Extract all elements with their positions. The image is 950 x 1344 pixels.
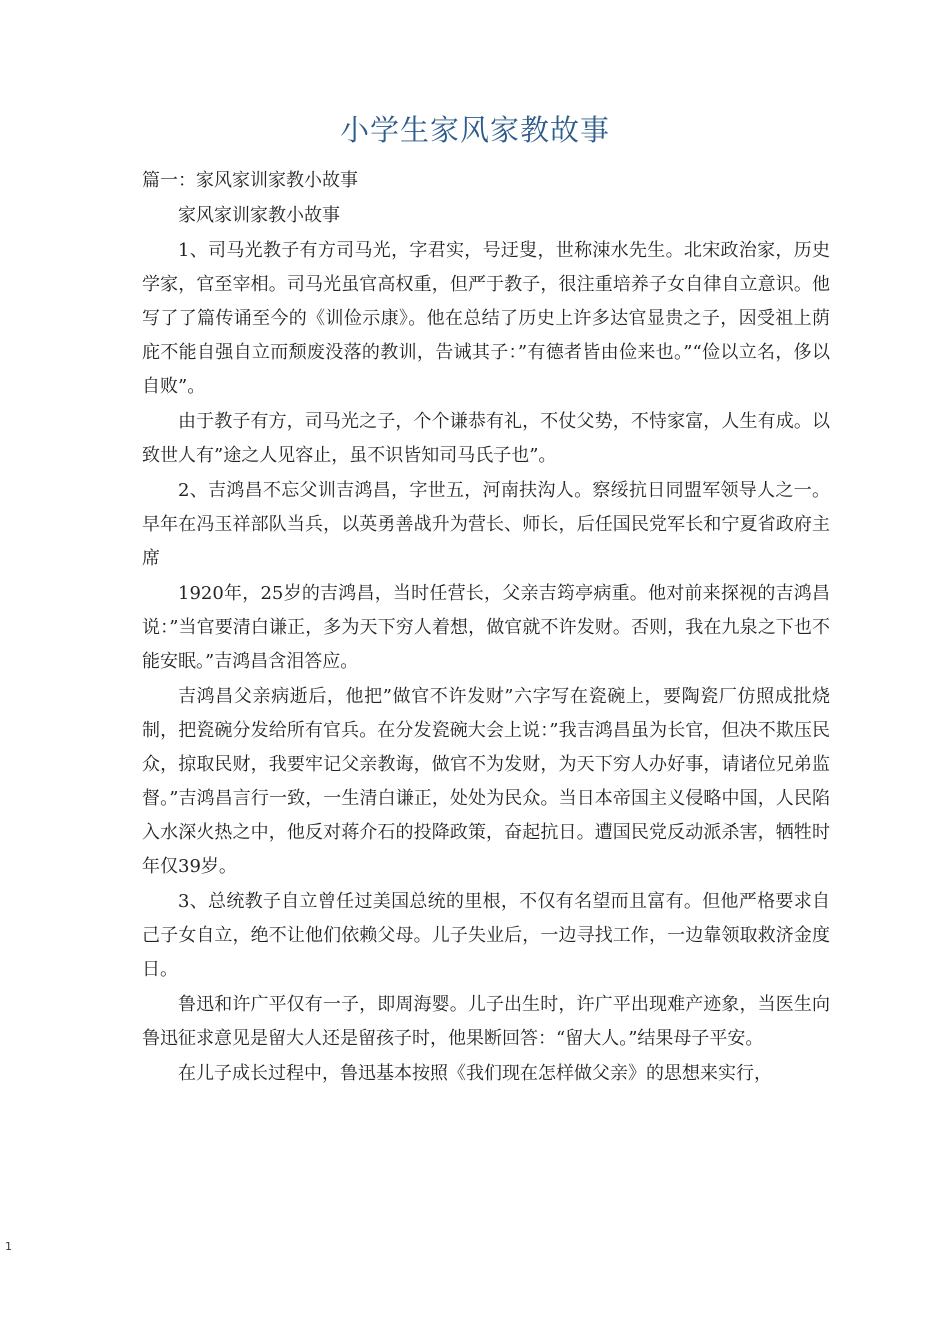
page-number: 1 <box>5 1240 12 1253</box>
section-heading: 篇一：家风家训家教小故事 <box>142 170 358 191</box>
paragraph: 由于教子有方，司马光之子，个个谦恭有礼，不仗父势，不恃家富，人生有成。以致世人有”途之人见容止，虽不识皆知司马氏子也”。 <box>142 411 830 466</box>
document-body <box>142 199 830 1092</box>
document-title: 小学生家风家教故事 <box>339 113 610 147</box>
paragraph: 吉鸿昌父亲病逝后，他把”做官不许发财”六字写在瓷碗上，要陶瓷厂仿照成批烧制，把瓷碗分发给所有官兵。在分发瓷碗大会上说：”我吉鸿昌虽为长官，但决不欺压民众，掠取民财，我要牢记父亲教诲，做官不为发财，为天下穷人办好事，请诸位兄弟监督。”吉鸿昌言行一致，一生清白谦正，处处为民众。当日本帝国主义侵略中国，人民陷入水深火热之中，他反对蒋介石的投降政策，奋起抗日。遭国民党反动派杀害，牺牲时年仅39岁。 <box>142 686 830 877</box>
paragraph: 鲁迅和许广平仅有一子，即周海婴。儿子出生时，许广平出现难产迹象，当医生向鲁迅征求意见是留大人还是留孩子时，他果断回答：“留大人。”结果母子平安。 <box>142 994 830 1049</box>
paragraph: 2、吉鸿昌不忘父训吉鸿昌，字世五，河南扶沟人。察绥抗日同盟军领导人之一。早年在冯玉祥部队当兵，以英勇善战升为营长、师长，后任国民党军长和宁夏省政府主席 <box>142 480 830 569</box>
paragraph: 1、司马光教子有方司马光，字君实，号迂叟，世称涑水先生。北宋政治家，历史学家，官至宰相。司马光虽官高权重，但严于教子，很注重培养子女自律自立意识。他写了了篇传诵至今的《训俭示康》。他在总结了历史上许多达官显贵之子，因受祖上荫庇不能自强自立而颓废没落的教训，告诫其子：”有德者皆由俭来也。”“俭以立名，侈以自败”。 <box>142 240 830 397</box>
paragraph: 3、总统教子自立曾任过美国总统的里根，不仅有名望而且富有。但他严格要求自己子女自立，绝不让他们依赖父母。儿子失业后，一边寻找工作，一边靠领取救济金度日。 <box>142 891 830 980</box>
paragraph: 在儿子成长过程中，鲁迅基本按照《我们现在怎样做父亲》的思想来实行， <box>178 1063 772 1084</box>
paragraph: 家风家训家教小故事 <box>178 205 340 226</box>
paragraph: 1920年，25岁的吉鸿昌，当时任营长，父亲吉筠亭病重。他对前来探视的吉鸿昌说：”当官要清白谦正，多为天下穷人着想，做官就不许发财。否则，我在九泉之下也不能安眠。”吉鸿昌含泪答应。 <box>142 583 830 672</box>
